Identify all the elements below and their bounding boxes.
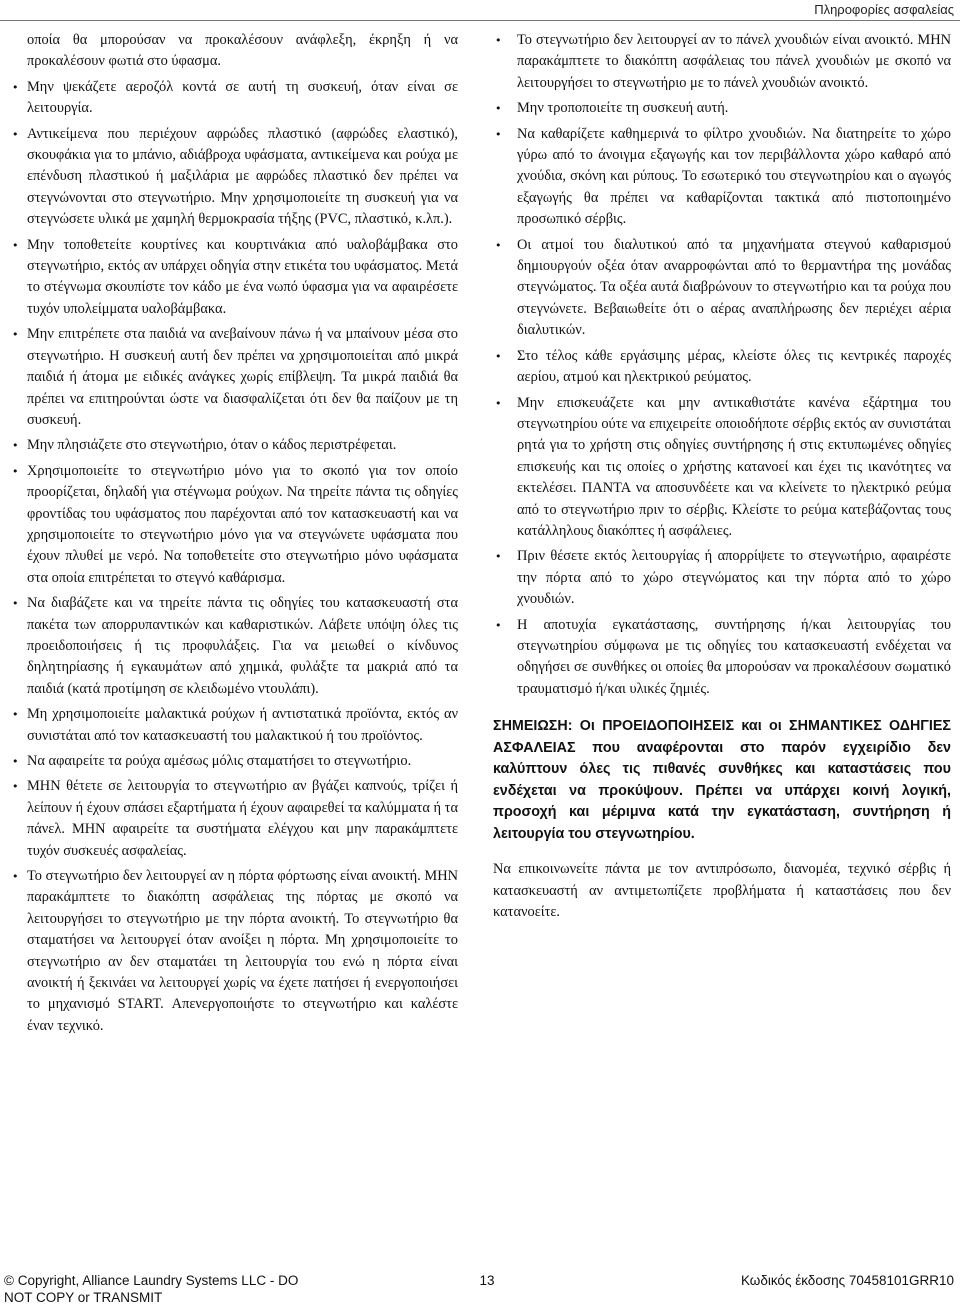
list-item: • Μην πλησιάζετε στο στεγνωτήριο, όταν ο κάδος περιστρέφεται. <box>12 435 458 456</box>
list-item: • Μην επισκευάζετε και μην αντικαθιστάτε κανένα εξάρτημα του στεγνωτηρίου ούτε να επιχειρείτε οποιοδήποτε σέρβις εκτός αν συνιστάται ρητά για το χρήστη στις οδηγίες συντήρησης ή στις εκτυπωμένες οδηγίες επισκευής και τις οποίες ο χρήστης κατανοεί και έχει τις ικανότητες να εκτελέσει. ΠΑΝΤΑ να αποσυνδέετε και να κλείνετε το ηλεκτρικό ρεύμα από το στεγνωτήριο πριν το σέρβις. Κλείστε το ρεύμα κατεβάζοντας τους κατάλληλους διακόπτες ή ασφάλειες. <box>493 393 951 543</box>
copyright-notice: © Copyright, Alliance Laundry Systems LLC - DO NOT COPY or TRANSMIT <box>4 1273 299 1305</box>
page-number: 13 <box>479 1273 495 1288</box>
contact-paragraph: Να επικοινωνείτε πάντα με τον αντιπρόσωπο, διανομέα, τεχνικό σέρβις ή κατασκευαστή αν αντιμετωπίζετε προβλήματα ή καταστάσεις που δεν κατανοείτε. <box>493 861 951 921</box>
list-item: • Να καθαρίζετε καθημερινά το φίλτρο χνουδιών. Να διατηρείτε το χώρο γύρω από το άνοιγμα εξαγωγής και τον περιβάλλοντα χώρο καθαρό από χνούδια, σκόνη και ρύπους. Το εσωτερικό του στεγνωτηρίου και ο αγωγός εξαγωγής θα πρέπει να καθαρίζονται τακτικά από πιστοποιημένο προσωπικό σέρβις. <box>493 124 951 231</box>
list-item: • Το στεγνωτήριο δεν λειτουργεί αν το πάνελ χνουδιών είναι ανοικτό. ΜΗΝ παρακάμπτετε το διακόπτη ασφάλειας του πάνελ χνουδιών με σκοπό να λειτουργήσει το στεγνωτήριο με το πάνελ χνουδιών ανοικτό. <box>493 30 951 94</box>
list-item: • Μη χρησιμοποιείτε μαλακτικά ρούχων ή αντιστατικά προϊόντα, εκτός αν συνιστάται από τον κατασκευαστή του μαλακτικού ή του προϊόντος. <box>12 704 458 747</box>
publication-code: Κωδικός έκδοσης 70458101GRR10 <box>740 1273 954 1288</box>
list-item: • Μην τοποθετείτε κουρτίνες και κουρτινάκια από υαλοβάμβακα στο στεγνωτήριο, εκτός αν υπάρχει οδηγία στην ετικέτα του υφάσματος. Μετά το στέγνωμα σκουπίστε τον κάδο με ένα νωπό ύφασμα για να αφαιρέσετε τυχόν υπολείμματα υαλοβάμβακα. <box>12 235 458 321</box>
list-item: • Μην ψεκάζετε αεροζόλ κοντά σε αυτή τη συσκευή, όταν είναι σε λειτουργία. <box>12 77 458 120</box>
list-item: • Στο τέλος κάθε εργάσιμης μέρας, κλείστε όλες τις κεντρικές παροχές αερίου, ατμού και ηλεκτρικού ρεύματος. <box>493 346 951 389</box>
list-item: οποία θα μπορούσαν να προκαλέσουν ανάφλεξη, έκρηξη ή να προκαλέσουν φωτιά στο ύφασμα. <box>27 32 458 70</box>
list-item: • Αντικείμενα που περιέχουν αφρώδες πλαστικό (αφρώδες ελαστικό), σκουφάκια για το μπάνιο, αδιάβροχα υφάσματα, αντικείμενα και ρούχα με επένδυση πλαστικού ή μαξιλάρια με αφρώδες πλαστικό δεν πρέπει να στεγνώνονται στο στεγνωτήριο. Μην χρησιμοποιείτε τη συσκευή για να στεγνώσετε υλικά με χαμηλή θερμοκρασία τήξης (PVC, πλαστικό, κ.λπ.). <box>12 124 458 231</box>
list-item: • Να διαβάζετε και να τηρείτε πάντα τις οδηγίες του κατασκευαστή στα πακέτα των απορρυπαντικών και καθαριστικών. Λάβετε υπόψη όλες τις προειδοποιήσεις ή τις προφυλάξεις. Για να μειωθεί ο κίνδυνος δηλητηρίασης ή εγκαυμάτων από χημικά, φυλάξτε τα μακριά από τα παιδιά (κατά προτίμηση σε κλειδωμένο ντουλάπι). <box>12 593 458 700</box>
safety-list-left <box>12 30 458 1037</box>
safety-list-right <box>493 30 951 700</box>
section-title: Πληροφορίες ασφαλείας <box>814 2 954 17</box>
left-column <box>12 30 458 1041</box>
list-item: • Η αποτυχία εγκατάστασης, συντήρησης ή/και λειτουργίας του στεγνωτηρίου σύμφωνα με τις οδηγίες του κατασκευαστή ενδέχεται να οδηγήσει σε συνθήκες οι οποίες θα μπορούσαν να προκαλέσουν σωματικό τραυματισμό ή/και υλικές ζημιές. <box>493 615 951 701</box>
list-item: • Το στεγνωτήριο δεν λειτουργεί αν η πόρτα φόρτωσης είναι ανοικτή. ΜΗΝ παρακάμπτετε το διακόπτη ασφάλειας της πόρτας με σκοπό να λειτουργήσει το στεγνωτήριο με την πόρτα ανοικτή. Το στεγνωτήριο θα σταματήσει να λειτουργεί όταν ανοίξει η πόρτα. Μη χρησιμοποιείτε το στεγνωτήριο αν δεν σταματάει τη λειτουργία του ενώ η πόρτα είναι ανοικτή ή ξεκινάει να λειτουργεί χωρίς να έχετε πατήσει ή ενεργοποιήσει το μηχανισμό START. Απενεργοποιήστε το στεγνωτήριο και καλέστε έναν τεχνικό. <box>12 866 458 1037</box>
list-item: • Χρησιμοποιείτε το στεγνωτήριο μόνο για το σκοπό για τον οποίο προορίζεται, δηλαδή για στέγνωμα ρούχων. Να τηρείτε πάντα τις οδηγίες φροντίδας του υφάσματος που παρέχονται από τον κατασκευαστή και να χρησιμοποιείτε το στεγνωτήριο μόνο για να στεγνώνετε υφάσματα που έχουν πλυθεί με νερό. Να τοποθετείτε στο στεγνωτήριο μόνο υφάσματα στα οποία επιτρέπεται το στεγνό καθάρισμα. <box>12 461 458 589</box>
list-item: • ΜΗΝ θέτετε σε λειτουργία το στεγνωτήριο αν βγάζει καπνούς, τρίζει ή λείπουν ή έχουν σπάσει εξαρτήματα ή έχουν αφαιρεθεί τα καλύμματα ή τα πάνελ. ΜΗΝ αφαιρείτε τα συστήματα ελέγχου και μην παρακάμπτετε τυχόν συσκευές ασφαλείας. <box>12 776 458 862</box>
list-item: • Μην τροποποιείτε τη συσκευή αυτή. <box>493 98 951 119</box>
list-item: • Οι ατμοί του διαλυτικού από τα μηχανήματα στεγνού καθαρισμού δημιουργούν οξέα όταν αναρροφώνται από το θερμαντήρα της μονάδας στεγνώματος. Τα οξέα αυτά διαβρώνουν το στεγνωτήριο και τα ρούχα που στεγνώνετε. Βεβαιωθείτε ότι ο αέρας αναπλήρωσης δεν περιέχει αέρια διαλυτικών. <box>493 235 951 342</box>
list-item: • Πριν θέσετε εκτός λειτουργίας ή απορρίψετε το στεγνωτήριο, αφαιρέστε την πόρτα από το χώρο στεγνώματος και την πόρτα από το χώρο χνουδιών. <box>493 546 951 610</box>
safety-note: ΣΗΜΕΙΩΣΗ: Οι ΠΡΟΕΙΔΟΠΟΙΗΣΕΙΣ και οι ΣΗΜΑΝΤΙΚΕΣ ΟΔΗΓΙΕΣ ΑΣΦΑΛΕΙΑΣ που αναφέρονται στο παρόν εγχειρίδιο δεν καλύπτουν όλες τις πιθανές συνθήκες και καταστάσεις που ενδέχεται να προκύψουν. Πρέπει να υπάρχει κοινή λογική, προσοχή και μέριμνα κατά την εγκατάσταση, συντήρηση ή λειτουργία του στεγνωτηρίου. <box>493 718 951 842</box>
page-header <box>0 0 960 21</box>
list-item: • Μην επιτρέπετε στα παιδιά να ανεβαίνουν πάνω ή να μπαίνουν μέσα στο στεγνωτήριο. Η συσκευή αυτή δεν πρέπει να χρησιμοποιείται από μικρά παιδιά ή άτομα με ειδικές ανάγκες χωρίς επίβλεψη. Τα μικρά παιδιά θα πρέπει να επιτηρούνται ώστε να διασφαλίζεται ότι δεν θα παίζουν με τη συσκευή. <box>12 324 458 431</box>
list-item: • Να αφαιρείτε τα ρούχα αμέσως μόλις σταματήσει το στεγνωτήριο. <box>12 751 458 772</box>
right-column <box>493 30 951 938</box>
